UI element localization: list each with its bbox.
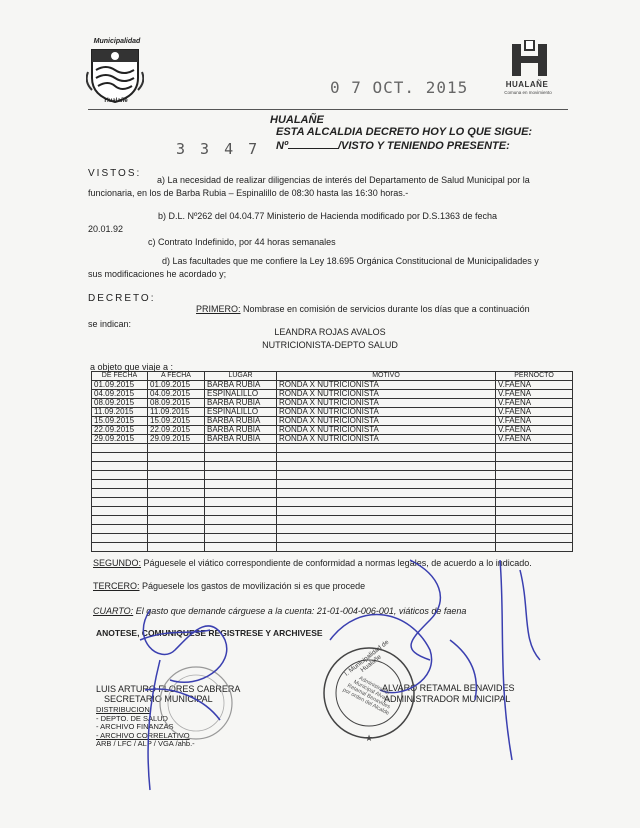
- tercero-label: TERCERO:: [93, 581, 140, 591]
- closing-statement: ANOTESE, COMUNIQUESE REGISTRESE Y ARCHIVESE: [96, 628, 323, 638]
- table-cell: ESPINALILLO: [205, 390, 277, 399]
- table-cell: BARBA RUBIA: [205, 381, 277, 390]
- primero-label: PRIMERO:: [196, 304, 241, 314]
- table-cell: RONDA X NUTRICIONISTA: [277, 435, 496, 444]
- secretary-name: LUIS ARTURO FLORES CABRERA: [96, 684, 241, 694]
- visto-label: /VISTO Y TENIENDO PRESENTE:: [337, 140, 510, 152]
- table-cell: BARBA RUBIA: [205, 399, 277, 408]
- table-cell: RONDA X NUTRICIONISTA: [277, 426, 496, 435]
- table-cell: 11.09.2015: [92, 408, 148, 417]
- secretary-signature: [140, 610, 227, 790]
- segundo-text: Páguesele el viático correspondiente de conformidad a normas legales, de acuerdo a lo indicado.: [143, 558, 532, 568]
- secretary-seal-icon: [160, 667, 232, 739]
- table-cell: BARBA RUBIA: [205, 435, 277, 444]
- table-cell: 15.09.2015: [92, 417, 148, 426]
- cuarto-label: CUARTO:: [93, 606, 134, 616]
- distribution-title: DISTRIBUCION: [96, 705, 150, 714]
- admin-title: ADMINISTRADOR MUNICIPAL: [384, 694, 511, 704]
- admin-name: ALVARO RETAMAL BENAVIDES: [382, 683, 515, 693]
- table-cell: BARBA RUBIA: [205, 426, 277, 435]
- distribution-item: - ARCHIVO FINANZAS: [96, 722, 174, 731]
- table-cell: V.FAENA: [496, 390, 573, 399]
- primero-text: Nombrase en comisión de servicios durante los días que a continuación: [243, 304, 530, 314]
- crest-top-text: Municipalidad: [93, 38, 141, 45]
- table-cell: 08.09.2015: [148, 399, 205, 408]
- table-cell: RONDA X NUTRICIONISTA: [277, 408, 496, 417]
- table-cell: 01.09.2015: [92, 381, 148, 390]
- secretary-title: SECRETARIO MUNICIPAL: [104, 694, 213, 704]
- vistos-b-cont: 20.01.92: [88, 224, 124, 234]
- table-cell: V.FAENA: [496, 426, 573, 435]
- table-caption: a objeto que viaje a :: [90, 362, 174, 372]
- table-cell: BARBA RUBIA: [205, 417, 277, 426]
- seal-outer-text: I. Municipalidad de Hualañe: [343, 638, 391, 678]
- primero-cont: se indican:: [88, 319, 132, 329]
- table-cell: 22.09.2015: [92, 426, 148, 435]
- table-cell: 15.09.2015: [148, 417, 205, 426]
- table-cell: ESPINALILLO: [205, 408, 277, 417]
- segundo-label: SEGUNDO:: [93, 558, 142, 568]
- table-cell: 08.09.2015: [92, 399, 148, 408]
- vistos-heading: VISTOS:: [88, 168, 142, 179]
- table-cell: RONDA X NUTRICIONISTA: [277, 390, 496, 399]
- employee-name: LEANDRA ROJAS AVALOS: [274, 327, 386, 337]
- logo-name: HUALAÑE: [505, 80, 549, 89]
- decreto-heading: DECRETO:: [88, 293, 156, 304]
- distribution-initials: ARB / LFC / ALP / VGA /ahb.-: [96, 739, 195, 748]
- table-cell: RONDA X NUTRICIONISTA: [277, 417, 496, 426]
- table-cell: V.FAENA: [496, 435, 573, 444]
- svg-text:★: ★: [364, 734, 374, 744]
- crest-bottom-text: Hualañe: [104, 98, 128, 104]
- table-cell: V.FAENA: [496, 381, 573, 390]
- number-label: Nº: [276, 140, 288, 152]
- table-cell: RONDA X NUTRICIONISTA: [277, 399, 496, 408]
- table-cell: RONDA X NUTRICIONISTA: [277, 381, 496, 390]
- cuarto-text: El gasto que demande cárguese a la cuenta: 21-01-004-006-001, viáticos de faena: [135, 606, 467, 616]
- seal-inner-text: Administrador Municipal Alvaro Retamal Benavides por orden del Alcalde: [341, 675, 392, 717]
- table-cell: 29.09.2015: [148, 435, 205, 444]
- table-cell: 04.09.2015: [92, 390, 148, 399]
- tercero-text: Páguesele los gastos de movilización si es que procede: [142, 581, 366, 591]
- distribution-item: - ARCHIVO CORRELATIVO: [96, 730, 190, 740]
- vistos-c: c) Contrato Indefinido, por 44 horas semanales: [148, 237, 336, 247]
- decree-number-stamp: 3 3 4 7: [176, 140, 261, 158]
- vistos-a-cont: funcionaria, en los de Barba Rubia – Espinalillo de 08:30 hasta las 16:30 horas.-: [88, 188, 409, 198]
- table-cell: 22.09.2015: [148, 426, 205, 435]
- table-cell: 01.09.2015: [148, 381, 205, 390]
- distribution-item: - DEPTO. DE SALUD: [96, 713, 168, 723]
- table-cell: 04.09.2015: [148, 390, 205, 399]
- col-header: DE FECHA: [92, 372, 148, 381]
- table-cell: 11.09.2015: [148, 408, 205, 417]
- col-header: MOTIVO: [277, 372, 496, 381]
- vistos-a: a) La necesidad de realizar diligencias de interés del Departamento de Salud Municipal por la: [157, 175, 530, 185]
- logo-tagline: Comuna en movimiento: [504, 90, 552, 95]
- vistos-b: b) D.L. Nº262 del 04.04.77 Ministerio de Hacienda modificado por D.S.1363 de fecha: [158, 211, 497, 221]
- received-date-stamp: 0 7 OCT. 2015: [330, 78, 469, 97]
- col-header: PERNOCTO: [496, 372, 573, 381]
- table-cell: 29.09.2015: [92, 435, 148, 444]
- table-cell: V.FAENA: [496, 417, 573, 426]
- col-header: LUGAR: [205, 372, 277, 381]
- employee-role: NUTRICIONISTA-DEPTO SALUD: [262, 340, 398, 350]
- vistos-d-cont: sus modificaciones he acordado y;: [88, 269, 227, 279]
- col-header: A FECHA: [148, 372, 205, 381]
- decree-city: HUALAÑE: [270, 114, 324, 126]
- decree-line-1: ESTA ALCALDIA DECRETO HOY LO QUE SIGUE:: [276, 126, 533, 138]
- table-cell: V.FAENA: [496, 408, 573, 417]
- vistos-d: d) Las facultades que me confiere la Ley 18.695 Orgánica Constitucional de Municipalidades y: [162, 256, 539, 266]
- table-cell: V.FAENA: [496, 399, 573, 408]
